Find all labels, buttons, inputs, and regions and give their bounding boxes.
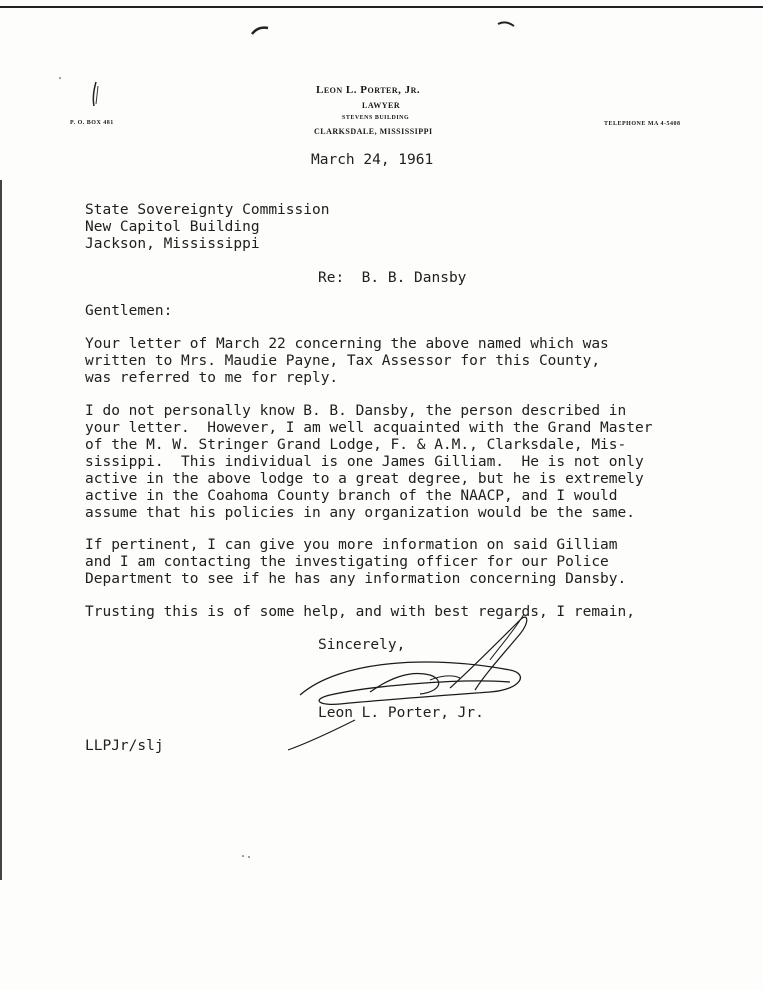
reference-initials: LLPJr/slj <box>85 738 164 754</box>
salutation: Gentlemen: <box>85 303 173 319</box>
letterhead-phone: TELEPHONE MA 4-5408 <box>604 121 681 127</box>
address-line: Jackson, Mississippi <box>85 236 260 252</box>
body-line: written to Mrs. Maudie Payne, Tax Assessor for this County, <box>85 353 601 369</box>
body-line: Your letter of March 22 concerning the above named which was <box>85 336 609 352</box>
body-line: and I am contacting the investigating officer for our Police <box>85 554 609 570</box>
body-line: Trusting this is of some help, and with best regards, I remain, <box>85 604 635 620</box>
letter-date: March 24, 1961 <box>311 152 434 168</box>
letterhead-pobox: P. O. BOX 481 <box>70 120 114 126</box>
recipient-address <box>85 202 329 253</box>
letterhead-name: Leon L. Porter, Jr. <box>316 84 421 96</box>
body-line: your letter. However, I am well acquainted with the Grand Master <box>85 420 653 436</box>
subject-line: Re: B. B. Dansby <box>318 270 467 286</box>
body-paragraph <box>85 336 609 387</box>
scan-left-edge <box>0 180 2 880</box>
body-line: was referred to me for reply. <box>85 370 339 386</box>
body-line: of the M. W. Stringer Grand Lodge, F. & A.M., Clarksdale, Mis- <box>85 437 627 453</box>
body-line: active in the Coahoma County branch of the NAACP, and I would <box>85 488 618 504</box>
letterhead-title: LAWYER <box>362 101 401 110</box>
address-line: State Sovereignty Commission <box>85 202 330 218</box>
scan-top-edge <box>0 6 763 8</box>
body-line: sissippi. This individual is one James Gilliam. He is not only <box>85 454 644 470</box>
body-line: active in the above lodge to a great degree, but he is extremely <box>85 471 644 487</box>
letterhead-city: CLARKSDALE, MISSISSIPPI <box>314 127 433 136</box>
closing: Sincerely, <box>318 637 406 653</box>
handwritten-signature <box>280 600 550 760</box>
body-line: assume that his policies in any organization would be the same. <box>85 505 635 521</box>
address-line: New Capitol Building <box>85 219 260 235</box>
body-line: If pertinent, I can give you more information on said Gilliam <box>85 537 618 553</box>
body-line: Department to see if he has any information concerning Dansby. <box>85 571 627 587</box>
typed-signature-name: Leon L. Porter, Jr. <box>318 705 484 721</box>
letterhead-building: STEVENS BUILDING <box>342 115 410 121</box>
body-paragraph <box>85 537 626 588</box>
body-line: I do not personally know B. B. Dansby, the person described in <box>85 403 627 419</box>
body-paragraph <box>85 403 652 522</box>
